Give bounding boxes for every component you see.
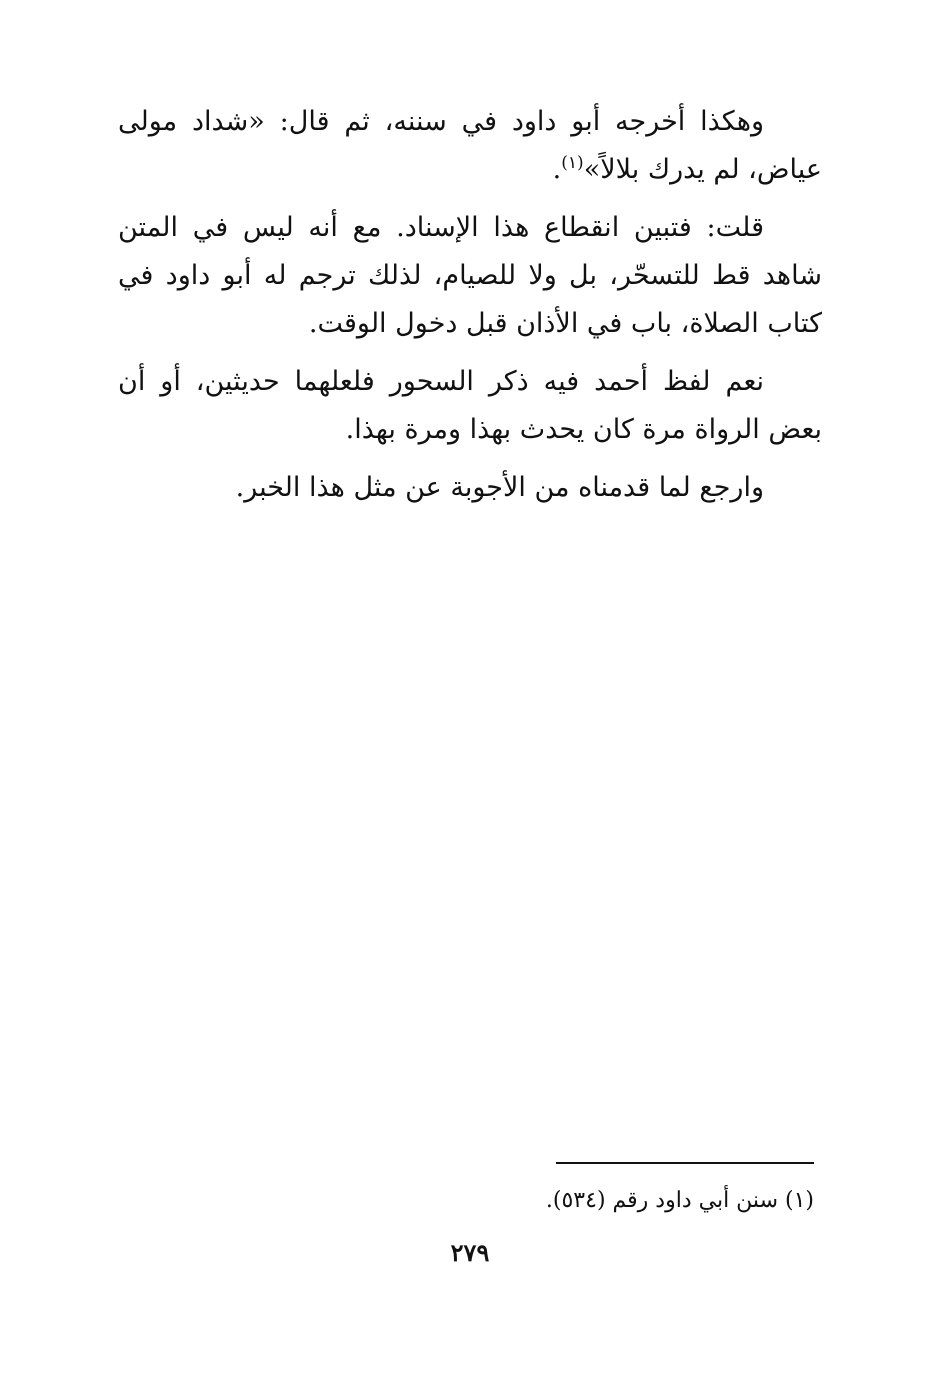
paragraph-3: نعم لفظ أحمد فيه ذكر السحور فلعلهما حديثين، أو أن بعض الرواة مرة كان يحدث بهذا ومرة بهذا. xyxy=(118,366,822,445)
footnote-divider xyxy=(556,1162,814,1164)
paragraph-2: قلت: فتبين انقطاع هذا الإسناد. مع أنه ليس في المتن شاهد قط للتسحّر، بل ولا للصيام، لذلك ترجم له أبو داود في كتاب الصلاة، باب في الأذان قبل دخول الوقت. xyxy=(118,212,822,339)
paragraph-4: وارجع لما قدمناه من الأجوبة عن مثل هذا الخبر. xyxy=(235,472,764,503)
footnote: (١) سنن أبي داود رقم (٥٣٤). xyxy=(545,1188,814,1213)
main-text xyxy=(118,98,822,522)
paragraph-1-text: وهكذا أخرجه أبو داود في سننه، ثم قال: «شداد مولى عياض، لم يدرك بلالاً» xyxy=(118,106,822,185)
footnote-marker: (١) xyxy=(561,153,584,173)
page-number: ٢٧٩ xyxy=(450,1238,490,1267)
paragraph-1-tail: . xyxy=(552,154,562,185)
paragraph-1 xyxy=(118,98,822,194)
